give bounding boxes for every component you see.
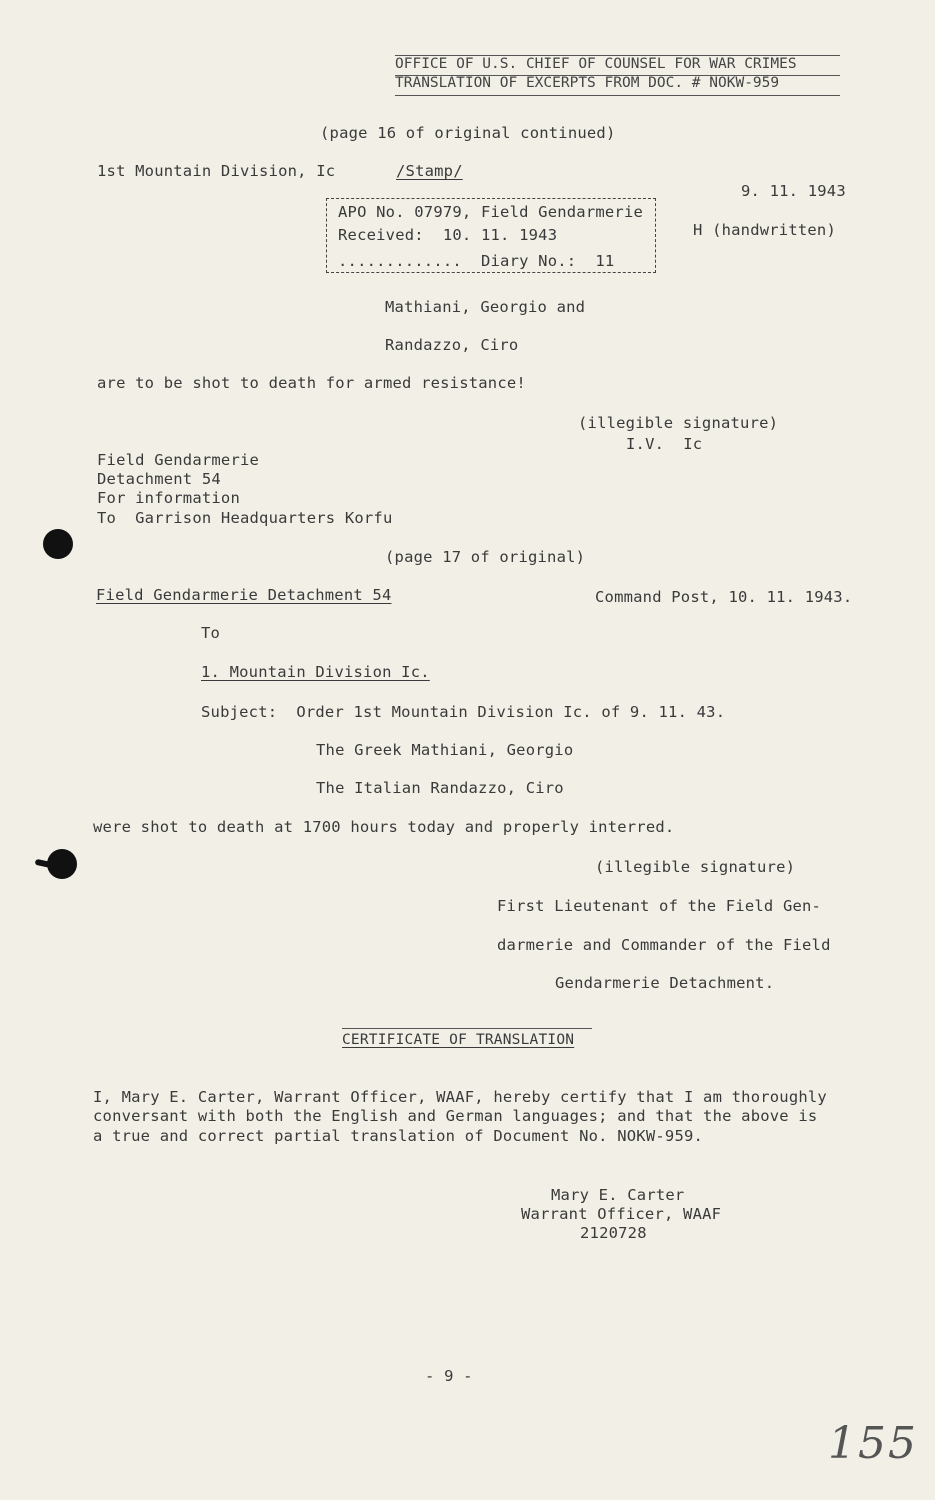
translator-number: 2120728 [580,1224,647,1242]
sender-division: 1st Mountain Division, Ic [97,162,336,180]
header-office: OFFICE OF U.S. CHIEF OF COUNSEL FOR WAR CRIMES [395,56,797,72]
distribution-line: Detachment 54 [97,470,221,488]
document-header [395,55,840,93]
header-translation: TRANSLATION OF EXCERPTS FROM DOC. # NOKW-959 [395,75,780,91]
person-1: The Greek Mathiani, Georgio [316,741,574,759]
distribution-line: For information [97,489,240,507]
signature-2: (illegible signature) [595,858,796,876]
distribution-line: To Garrison Headquarters Korfu [97,509,393,527]
execution-order: are to be shot to death for armed resistance! [97,374,526,392]
translator-name: Mary E. Carter [551,1186,685,1204]
signer-title-line: darmerie and Commander of the Field [497,936,831,954]
order-date: 9. 11. 1943 [741,182,846,200]
page-note-17: (page 17 of original) [385,548,586,566]
recipient: 1. Mountain Division Ic. [201,663,430,681]
sender-detachment: Field Gendarmerie Detachment 54 [96,586,392,604]
stamp-received-line: Received: 10. 11. 1943 [338,226,558,244]
execution-statement: were shot to death at 1700 hours today and properly interred. [93,818,675,836]
certificate-body-line: I, Mary E. Carter, Warrant Officer, WAAF, hereby certify that I am thoroughly [93,1088,827,1106]
stamp-diary-line: ............. Diary No.: 11 [338,252,615,270]
page-number: - 9 - [425,1367,473,1385]
punch-hole [43,529,73,559]
condemned-name-1: Mathiani, Georgio and [385,298,586,316]
command-post-date: Command Post, 10. 11. 1943. [595,588,853,606]
page-note-16: (page 16 of original continued) [320,124,616,142]
subject-line: Subject: Order 1st Mountain Division Ic. of 9. 11. 43. [201,703,726,721]
signer-title-line: First Lieutenant of the Field Gen- [497,897,822,915]
handwritten-note: H (handwritten) [693,221,836,239]
signature-1: (illegible signature) [578,414,779,432]
distribution-line: Field Gendarmerie [97,451,260,469]
signature-1-title: I.V. Ic [626,435,703,453]
translator-title: Warrant Officer, WAAF [521,1205,722,1223]
signer-title-line: Gendarmerie Detachment. [555,974,775,992]
certificate-heading: CERTIFICATE OF TRANSLATION [342,1032,575,1048]
stamp-label: /Stamp/ [396,162,463,180]
punch-hole [47,849,77,879]
condemned-name-2: Randazzo, Ciro [385,336,519,354]
certificate-body-line: a true and correct partial translation of Document No. NOKW-959. [93,1127,704,1145]
stamp-apo-line: APO No. 07979, Field Gendarmerie [338,203,644,221]
handwritten-page-number: 155 [828,1418,918,1469]
to-label: To [201,624,221,642]
person-2: The Italian Randazzo, Ciro [316,779,564,797]
certificate-body-line: conversant with both the English and German languages; and that the above is [93,1107,818,1125]
